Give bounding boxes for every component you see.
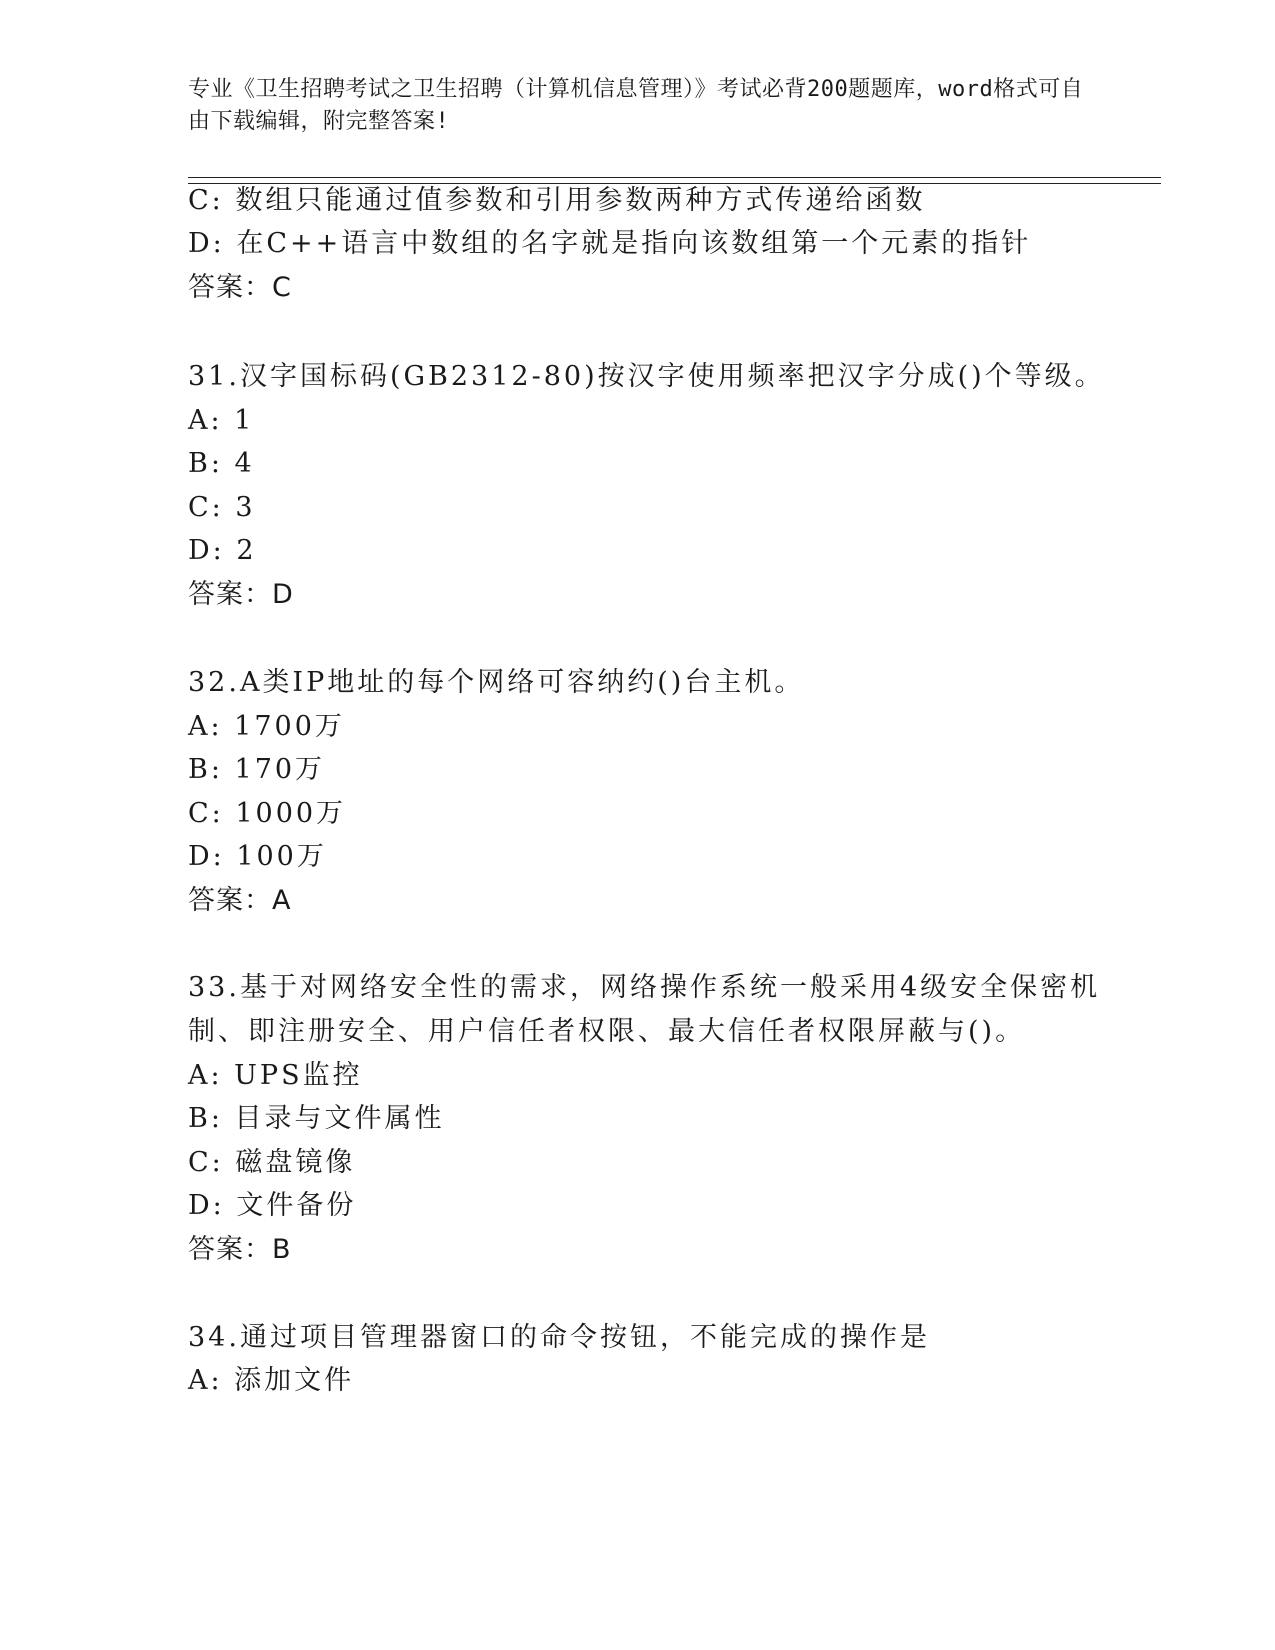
q31-stem: 31.汉字国标码(GB2312-80)按汉字使用频率把汉字分成()个等级。 <box>188 361 1105 392</box>
q30-option-d: D: 在C++语言中数组的名字就是指向该数组第一个元素的指针 <box>188 228 1032 259</box>
q33-answer: 答案：B <box>188 1234 292 1265</box>
q33-stem-line2: 制、即注册安全、用户信任者权限、最大信任者权限屏蔽与()。 <box>188 1016 1026 1047</box>
q32-option-c: C: 1000万 <box>188 798 347 829</box>
q31-option-c: C: 3 <box>188 492 256 523</box>
q31-option-d: D: 2 <box>188 535 257 566</box>
q31-option-a: A: 1 <box>188 405 255 436</box>
q32-option-a: A: 1700万 <box>188 711 345 742</box>
q32-answer: 答案：A <box>188 885 292 916</box>
q34-option-a: A: 添加文件 <box>188 1365 355 1396</box>
q33-option-a: A: UPS监控 <box>188 1060 363 1091</box>
q33-option-c: C: 磁盘镜像 <box>188 1147 356 1178</box>
q33-option-b: B: 目录与文件属性 <box>188 1103 445 1134</box>
q33-option-d: D: 文件备份 <box>188 1190 357 1221</box>
q32-option-d: D: 100万 <box>188 841 327 872</box>
header-divider-top <box>188 177 1161 178</box>
q31-option-b: B: 4 <box>188 448 255 479</box>
q34-stem: 34.通过项目管理器窗口的命令按钮，不能完成的操作是 <box>188 1322 930 1353</box>
document-header: 专业《卫生招聘考试之卫生招聘（计算机信息管理）》考试必背200题题库，word格式可自由下载编辑，附完整答案! <box>188 77 1084 134</box>
q31-answer: 答案：D <box>188 579 294 610</box>
q33-stem-line1: 33.基于对网络安全性的需求，网络操作系统一般采用4级安全保密机 <box>188 972 1101 1003</box>
q30-option-c: C: 数组只能通过值参数和引用参数两种方式传递给函数 <box>188 185 926 216</box>
q32-option-b: B: 170万 <box>188 754 326 785</box>
q32-stem: 32.A类IP地址的每个网络可容纳约()台主机。 <box>188 667 805 698</box>
q30-answer: 答案：C <box>188 272 292 303</box>
